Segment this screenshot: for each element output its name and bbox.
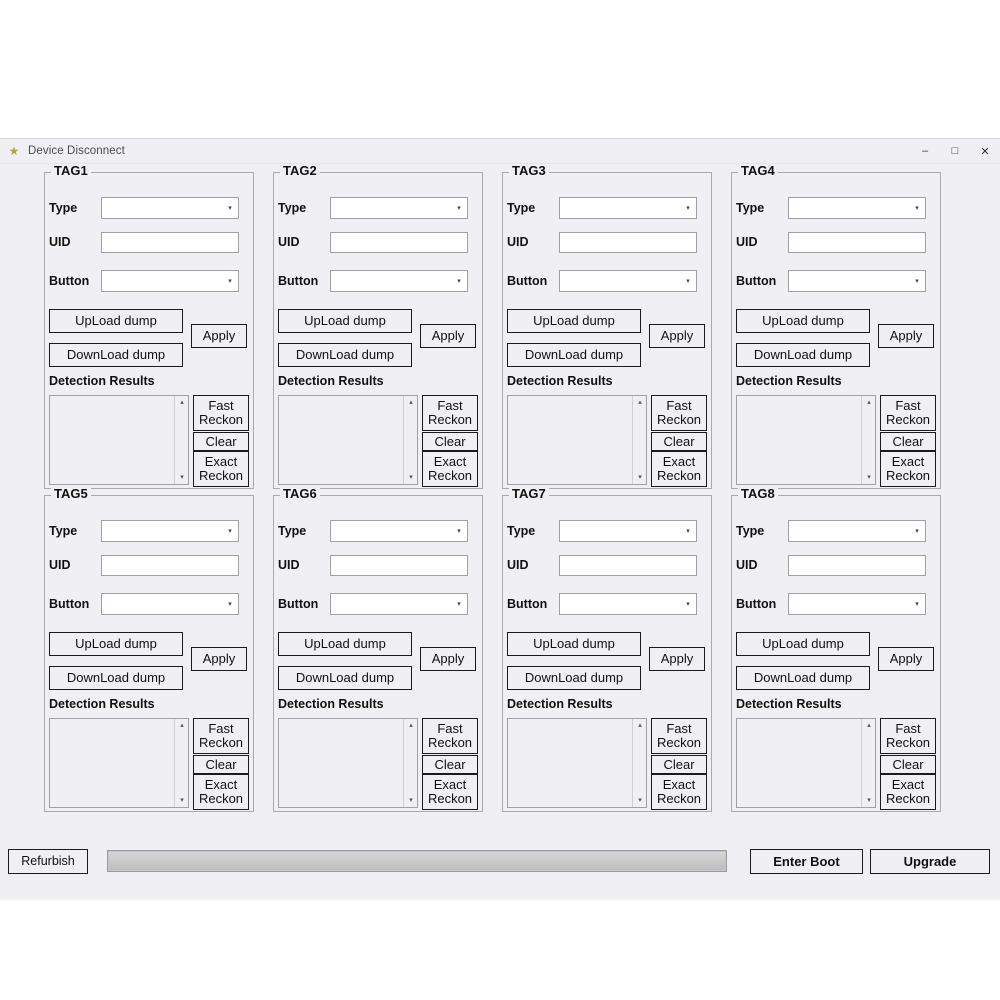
type-combobox[interactable] [559, 197, 697, 219]
type-label: Type [736, 201, 765, 215]
tag-panel-title: TAG3 [509, 164, 549, 178]
type-label: Type [507, 201, 536, 215]
chevron-down-icon: ▾ [228, 601, 232, 608]
detection-results-label: Detection Results [278, 374, 384, 388]
type-label: Type [49, 524, 78, 538]
uid-field-row [278, 231, 468, 253]
exact-reckon-button[interactable]: Exact Reckon [651, 774, 707, 810]
type-field-row [736, 197, 926, 219]
button-combobox[interactable] [788, 270, 926, 292]
upload-dump-button[interactable]: UpLoad dump [278, 632, 412, 656]
clear-button[interactable]: Clear [193, 432, 249, 451]
tag-panel-2 [273, 163, 483, 489]
button-label: Button [507, 597, 548, 611]
chevron-down-icon: ▾ [457, 601, 461, 608]
uid-field-row [507, 231, 697, 253]
tag-panel-title: TAG5 [51, 487, 91, 501]
type-field-row [49, 520, 239, 542]
tag-panel-5 [44, 486, 254, 812]
scroll-down-icon[interactable]: ▾ [867, 474, 871, 481]
type-combobox[interactable] [788, 520, 926, 542]
detection-results-list[interactable] [49, 395, 189, 485]
clear-button[interactable]: Clear [422, 755, 478, 774]
download-dump-button[interactable]: DownLoad dump [736, 343, 870, 367]
type-field-row [278, 520, 468, 542]
download-dump-button[interactable]: DownLoad dump [278, 343, 412, 367]
uid-input[interactable] [559, 232, 697, 253]
type-label: Type [278, 524, 307, 538]
button-field-row [736, 270, 926, 292]
download-dump-button[interactable]: DownLoad dump [507, 343, 641, 367]
type-field-row [736, 520, 926, 542]
type-combobox[interactable] [330, 197, 468, 219]
title-bar [0, 139, 1000, 164]
button-label: Button [507, 274, 548, 288]
detection-results-list[interactable] [278, 395, 418, 485]
chevron-down-icon: ▾ [228, 205, 232, 212]
uid-label: UID [278, 558, 300, 572]
download-dump-button[interactable]: DownLoad dump [278, 666, 412, 690]
window-controls [910, 139, 1000, 163]
apply-button[interactable]: Apply [191, 324, 247, 348]
tag-panel-grid [44, 163, 956, 818]
button-label: Button [278, 274, 319, 288]
upload-dump-button[interactable]: UpLoad dump [278, 309, 412, 333]
apply-button[interactable]: Apply [878, 324, 934, 348]
type-combobox[interactable] [101, 520, 239, 542]
apply-button[interactable]: Apply [878, 647, 934, 671]
clear-button[interactable]: Clear [880, 432, 936, 451]
download-dump-button[interactable]: DownLoad dump [49, 343, 183, 367]
tag-panel-7 [502, 486, 712, 812]
scroll-up-icon[interactable]: ▴ [409, 399, 413, 406]
scroll-down-icon[interactable]: ▾ [409, 797, 413, 804]
button-combobox[interactable] [101, 593, 239, 615]
clear-button[interactable]: Clear [880, 755, 936, 774]
tag-panel-title: TAG7 [509, 487, 549, 501]
detection-results-label: Detection Results [278, 697, 384, 711]
download-dump-button[interactable]: DownLoad dump [736, 666, 870, 690]
scrollbar[interactable] [861, 396, 875, 484]
bottom-toolbar [0, 842, 1000, 892]
fast-reckon-button[interactable]: Fast Reckon [880, 395, 936, 431]
tag-panel-3 [502, 163, 712, 489]
upload-dump-button[interactable]: UpLoad dump [49, 632, 183, 656]
scrollbar[interactable] [403, 396, 417, 484]
type-field-row [278, 197, 468, 219]
detection-results-list[interactable] [736, 395, 876, 485]
type-label: Type [278, 201, 307, 215]
chevron-down-icon: ▾ [915, 278, 919, 285]
upload-dump-button[interactable]: UpLoad dump [49, 309, 183, 333]
uid-label: UID [736, 558, 758, 572]
type-combobox[interactable] [788, 197, 926, 219]
exact-reckon-button[interactable]: Exact Reckon [193, 451, 249, 487]
fast-reckon-button[interactable]: Fast Reckon [880, 718, 936, 754]
button-label: Button [736, 274, 777, 288]
chevron-down-icon: ▾ [915, 205, 919, 212]
uid-field-row [49, 554, 239, 576]
tag-panel-row-1 [44, 163, 956, 489]
detection-results-label: Detection Results [736, 697, 842, 711]
uid-field-row [49, 231, 239, 253]
fast-reckon-button[interactable]: Fast Reckon [193, 718, 249, 754]
uid-label: UID [49, 558, 71, 572]
type-label: Type [507, 524, 536, 538]
scroll-up-icon[interactable]: ▴ [180, 399, 184, 406]
progress-bar [107, 850, 727, 872]
fast-reckon-button[interactable]: Fast Reckon [193, 395, 249, 431]
button-combobox[interactable] [559, 270, 697, 292]
uid-field-row [507, 554, 697, 576]
download-dump-button[interactable]: DownLoad dump [507, 666, 641, 690]
scroll-up-icon[interactable]: ▴ [409, 722, 413, 729]
upload-dump-button[interactable]: UpLoad dump [736, 632, 870, 656]
type-field-row [49, 197, 239, 219]
tag-panel-title: TAG4 [738, 164, 778, 178]
refurbish-button[interactable]: Refurbish [8, 849, 88, 874]
chevron-down-icon: ▾ [228, 278, 232, 285]
window-title: Device Disconnect [28, 145, 125, 157]
clear-button[interactable]: Clear [193, 755, 249, 774]
apply-button[interactable]: Apply [649, 647, 705, 671]
detection-results-list[interactable] [278, 718, 418, 808]
progress-bar-fill [109, 852, 725, 870]
scroll-down-icon[interactable]: ▾ [867, 797, 871, 804]
button-field-row [507, 593, 697, 615]
button-label: Button [736, 597, 777, 611]
type-label: Type [49, 201, 78, 215]
scrollbar[interactable] [174, 396, 188, 484]
chevron-down-icon: ▾ [915, 528, 919, 535]
detection-results-label: Detection Results [49, 697, 155, 711]
exact-reckon-button[interactable]: Exact Reckon [880, 451, 936, 487]
chevron-down-icon: ▾ [915, 601, 919, 608]
clear-button[interactable]: Clear [651, 755, 707, 774]
uid-label: UID [736, 235, 758, 249]
button-field-row [507, 270, 697, 292]
download-dump-button[interactable]: DownLoad dump [49, 666, 183, 690]
button-field-row [49, 593, 239, 615]
clear-button[interactable]: Clear [651, 432, 707, 451]
uid-input[interactable] [559, 555, 697, 576]
apply-button[interactable]: Apply [191, 647, 247, 671]
exact-reckon-button[interactable]: Exact Reckon [422, 451, 478, 487]
button-combobox[interactable] [330, 593, 468, 615]
uid-input[interactable] [788, 232, 926, 253]
detection-results-label: Detection Results [736, 374, 842, 388]
scroll-down-icon[interactable]: ▾ [180, 474, 184, 481]
button-field-row [278, 593, 468, 615]
apply-button[interactable]: Apply [420, 324, 476, 348]
button-combobox[interactable] [101, 270, 239, 292]
fast-reckon-button[interactable]: Fast Reckon [422, 395, 478, 431]
button-label: Button [278, 597, 319, 611]
uid-label: UID [507, 235, 529, 249]
scroll-up-icon[interactable]: ▴ [867, 722, 871, 729]
maximize-button[interactable]: □ [951, 145, 959, 157]
button-combobox[interactable] [330, 270, 468, 292]
chevron-down-icon: ▾ [686, 528, 690, 535]
chevron-down-icon: ▾ [457, 278, 461, 285]
scroll-down-icon[interactable]: ▾ [180, 797, 184, 804]
apply-button[interactable]: Apply [420, 647, 476, 671]
scroll-up-icon[interactable]: ▴ [867, 399, 871, 406]
uid-label: UID [49, 235, 71, 249]
tag-panel-title: TAG2 [280, 164, 320, 178]
exact-reckon-button[interactable]: Exact Reckon [422, 774, 478, 810]
fast-reckon-button[interactable]: Fast Reckon [651, 718, 707, 754]
chevron-down-icon: ▾ [686, 205, 690, 212]
scrollbar[interactable] [403, 719, 417, 807]
close-button[interactable]: ✕ [980, 145, 990, 158]
type-combobox[interactable] [559, 520, 697, 542]
exact-reckon-button[interactable]: Exact Reckon [651, 451, 707, 487]
tag-panel-row-2 [44, 486, 956, 812]
exact-reckon-button[interactable]: Exact Reckon [880, 774, 936, 810]
uid-label: UID [278, 235, 300, 249]
scrollbar[interactable] [174, 719, 188, 807]
button-label: Button [49, 274, 90, 288]
detection-results-list[interactable] [49, 718, 189, 808]
fast-reckon-button[interactable]: Fast Reckon [651, 395, 707, 431]
scrollbar[interactable] [861, 719, 875, 807]
scrollbar[interactable] [632, 719, 646, 807]
scroll-up-icon[interactable]: ▴ [638, 722, 642, 729]
exact-reckon-button[interactable]: Exact Reckon [193, 774, 249, 810]
uid-input[interactable] [788, 555, 926, 576]
application-window [0, 138, 1000, 900]
type-label: Type [736, 524, 765, 538]
scroll-down-icon[interactable]: ▾ [638, 797, 642, 804]
tag-panel-4 [731, 163, 941, 489]
upgrade-button[interactable]: Upgrade [870, 849, 990, 874]
upload-dump-button[interactable]: UpLoad dump [736, 309, 870, 333]
type-combobox[interactable] [330, 520, 468, 542]
tag-panel-title: TAG6 [280, 487, 320, 501]
chevron-down-icon: ▾ [686, 601, 690, 608]
detection-results-label: Detection Results [507, 374, 613, 388]
upload-dump-button[interactable]: UpLoad dump [507, 309, 641, 333]
chevron-down-icon: ▾ [686, 278, 690, 285]
chevron-down-icon: ▾ [457, 528, 461, 535]
uid-field-row [736, 554, 926, 576]
chevron-down-icon: ▾ [457, 205, 461, 212]
detection-results-list[interactable] [507, 395, 647, 485]
button-label: Button [49, 597, 90, 611]
clear-button[interactable]: Clear [422, 432, 478, 451]
button-field-row [49, 270, 239, 292]
tag-panel-title: TAG8 [738, 487, 778, 501]
type-combobox[interactable] [101, 197, 239, 219]
button-combobox[interactable] [559, 593, 697, 615]
app-icon: ★ [8, 144, 20, 158]
fast-reckon-button[interactable]: Fast Reckon [422, 718, 478, 754]
tag-panel-1 [44, 163, 254, 489]
button-field-row [736, 593, 926, 615]
apply-button[interactable]: Apply [649, 324, 705, 348]
enter-boot-button[interactable]: Enter Boot [750, 849, 863, 874]
scroll-up-icon[interactable]: ▴ [638, 399, 642, 406]
uid-field-row [736, 231, 926, 253]
uid-field-row [278, 554, 468, 576]
detection-results-list[interactable] [736, 718, 876, 808]
scroll-down-icon[interactable]: ▾ [638, 474, 642, 481]
scrollbar[interactable] [632, 396, 646, 484]
tag-panel-6 [273, 486, 483, 812]
tag-panel-title: TAG1 [51, 164, 91, 178]
tag-panel-8 [731, 486, 941, 812]
minimize-button[interactable]: – [921, 145, 929, 157]
chevron-down-icon: ▾ [228, 528, 232, 535]
scroll-down-icon[interactable]: ▾ [409, 474, 413, 481]
type-field-row [507, 197, 697, 219]
uid-input[interactable] [101, 555, 239, 576]
detection-results-label: Detection Results [49, 374, 155, 388]
uid-input[interactable] [330, 232, 468, 253]
upload-dump-button[interactable]: UpLoad dump [507, 632, 641, 656]
uid-input[interactable] [330, 555, 468, 576]
type-field-row [507, 520, 697, 542]
detection-results-list[interactable] [507, 718, 647, 808]
uid-input[interactable] [101, 232, 239, 253]
uid-label: UID [507, 558, 529, 572]
detection-results-label: Detection Results [507, 697, 613, 711]
button-combobox[interactable] [788, 593, 926, 615]
button-field-row [278, 270, 468, 292]
scroll-up-icon[interactable]: ▴ [180, 722, 184, 729]
